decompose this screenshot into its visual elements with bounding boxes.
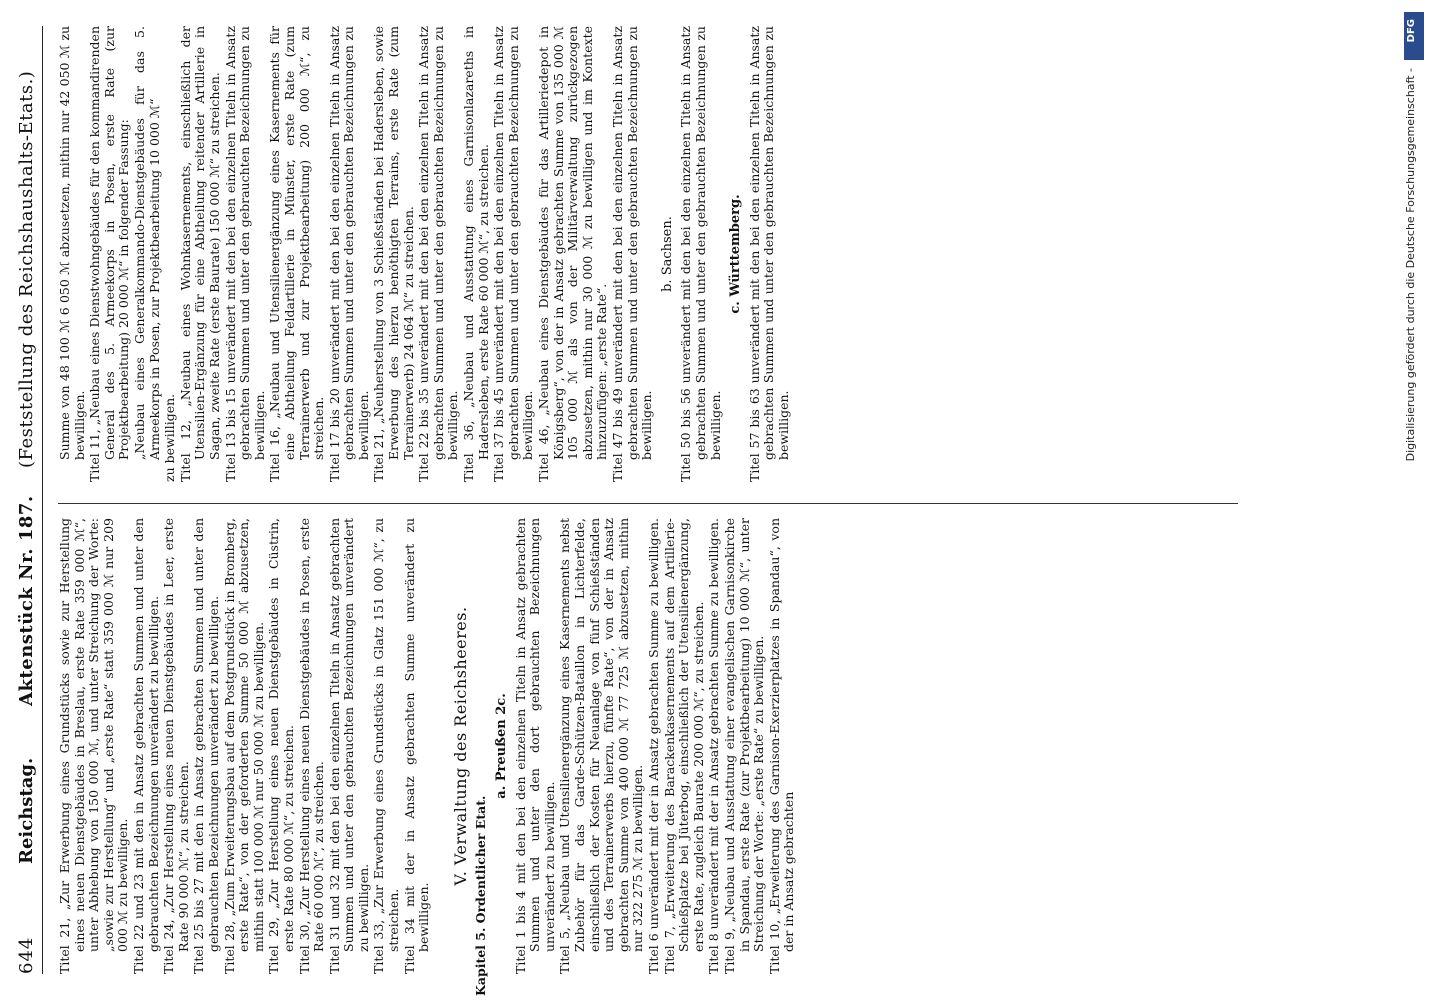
paragraph: Titel 8 unverändert mit der in Ansatz gebrachten Summe zu bewilligen. [706,518,722,974]
subsection-heading [495,518,510,974]
paragraph: Titel 50 bis 56 unverändert mit den bei den einzelnen Titeln in Ansatz gebrachten Summen und unter den gebrauchten Bezeichnungen zu bewilligen. [678,26,723,482]
header-rule [42,26,43,974]
paragraph: Titel 24, „Zur Herstellung eines neuen Dienstgebäudes in Leer, erste Rate 90 000 ℳ“, zu streichen. [161,518,191,974]
header-right-title: (Feststellung des Reichshaushalts-Etats.) [16,70,37,468]
quoted-paragraph: „Neubau eines Generalkommando-Dienstgebäudes für das 5. Armeekorps in Posen, zur Projektbearbeitung 10 000 ℳ“ [131,26,162,460]
credit-text: Digitalisierung gefördert durch die Deutsche Forschungsgemeinschaft - [1404,68,1417,462]
digitization-credit [1400,6,1428,994]
subsection-heading: b. Sachsen. [659,216,675,292]
page-number: 644 [16,936,37,974]
paragraph: Titel 46, „Neubau eines Dienstgebäudes für das Artilleriedepot in Königsberg“, von der in Ansatz gebrachten Summe von 135 000 ℳ 105 000 ℳ als von der Militärverwaltung zurückgezogen abzusetzen, mithin nur 30 000 ℳ zu bewilligen und im Kontexte hinzuzufügen: „erste Rate“. [536,26,610,482]
right-column [58,26,793,482]
paragraph: Titel 13 bis 15 unverändert mit den bei den einzelnen Titeln in Ansatz gebrachten Summen und unter den gebrauchten Bezeichnungen zu bewilligen. [222,26,267,482]
subsection-heading-text: c. Württemberg. [728,194,744,314]
paragraph: zu bewilligen. [162,393,178,482]
paragraph: Titel 57 bis 63 unverändert mit den bei den einzelnen Titeln in Ansatz gebrachten Summen und unter den gebrauchten Bezeichnungen zu bewilligen. [746,26,791,482]
paragraph: Summe von 48 100 ℳ 6 050 ℳ abzusetzen, mithin nur 42 050 ℳ zu bewilligen. [57,26,87,460]
paragraph: Titel 22 und 23 mit den in Ansatz gebrachten Summen und unter den gebrauchten Bezeichnungen unverändert zu bewilligen. [130,518,161,974]
paragraph: Titel 17 bis 20 unverändert mit den bei den einzelnen Titeln in Ansatz gebrachten Summen und unter den gebrauchten Bezeichnungen zu bewilligen. [326,26,371,482]
paragraph: Titel 12, „Neubau eines Wohnkasernements, einschließlich der Utensilien-Ergänzung für eine Abtheilung reitender Artillerie in Sagan, zweite Rate (erste Baurate) 150 000 ℳ“ zu streichen. [177,26,222,482]
paragraph: Titel 36, „Neubau und Ausstattung eines Garnisonlazareths in Hadersleben, erste Rate 60 000 ℳ“, zu streichen. [461,26,491,482]
left-column [57,518,798,996]
paragraph: Titel 34 mit der in Ansatz gebrachten Summe unverändert zu bewilligen. [401,518,432,974]
paragraph: Titel 25 bis 27 mit den in Ansatz gebrachten Summen und unter den gebrauchten Bezeichnungen unverändert zu bewilligen. [191,518,221,974]
dfg-logo-text: DFG [1406,19,1417,43]
paragraph: Titel 28, „Zum Erweiterungsbau auf dem Postgrundstück in Bromberg, erste Rate“, von der geforderten Summe 50 000 ℳ abzusetzen, mithin statt 100 000 ℳ nur 50 000 ℳ zu bewilligen. [221,518,266,974]
dfg-logo [1404,12,1424,60]
paragraph: Titel 21, „Zur Erwerbung eines Grundstücks sowie zur Herstellung eines neuen Dienstgebäudes in Breslau, erste Rate 359 000 ℳ“, unter Abhebung von 150 000 ℳ, und unter Streichung der Worte: „sowie zur Herstellung“ und „erste Rate“ statt 359 000 ℳ nur 209 000 ℳ zu bewilligen. [57,518,131,974]
paragraph: Titel 29, „Zur Herstellung eines neuen Dienstgebäudes in Cüstrin, erste Rate 80 000 ℳ“, zu streichen. [266,518,296,974]
header-center-title: Aktenstück Nr. 187. [16,495,37,706]
paragraph: Titel 37 bis 45 unverändert mit den bei den einzelnen Titeln in Ansatz gebrachten Summen und unter den gebrauchten Bezeichnungen zu bewilligen. [491,26,536,482]
column-divider [58,503,1238,504]
paragraph: Titel 11, „Neubau eines Dienstwohngebäudes für den kommandirenden General des 5. Armeekorps in Posen, erste Rate (zur Projektbearbeitung) 20 000 ℳ“ in folgender Fassung: [87,26,132,482]
paragraph: Titel 47 bis 49 unverändert mit den bei den einzelnen Titeln in Ansatz gebrachten Summen und unter den gebrauchten Bezeichnungen zu bewilligen. [609,26,655,482]
chapter-heading: Kapitel 5. Ordentlicher Etat. [473,795,489,996]
section-heading: V. Verwaltung des Reichsheeres. [450,606,470,886]
paragraph: Titel 9, „Neubau und Ausstattung einer evangelischen Garnisonkirche in Spandau, erste Rate (zur Projektbearbeitung) 10 000 ℳ“, unter Streichung der Worte: „erste Rate“ zu bewilligen. [721,518,767,974]
paragraph: Titel 22 bis 35 unverändert mit den bei den einzelnen Titeln in Ansatz gebrachten Summen und unter den gebrauchten Bezeichnungen zu bewilligen. [416,26,461,482]
paragraph: Titel 1 bis 4 mit den bei den einzelnen Titeln in Ansatz gebrachten Summen und unter den dort gebrauchten Bezeichnungen unverändert zu bewilligen. [512,518,557,974]
paragraph: Titel 31 und 32 mit den bei den einzelnen Titeln in Ansatz gebrachten Summen und unter den gebrauchten Bezeichnungen unverändert zu bewilligen. [326,518,371,974]
paragraph: Titel 5, „Neubau und Utensilienergänzung eines Kasernements nebst Zubehör für das Garde-Schützen-Bataillon in Lichterfelde, einschließlich der Kosten für Neuanlage von fünf Schießständen und des Terrainerwerbs hierzu, fünfte Rate“, von der in Ansatz gebrachten Summe von 400 000 ℳ 77 725 ℳ abzusetzen, mithin nur 322 275 ℳ zu bewilligen. [557,518,646,974]
page-header [14,26,40,974]
paragraph: Titel 30, „Zur Herstellung eines neuen Dienstgebäudes in Posen, erste Rate 60 000 ℳ“, zu streichen. [296,518,327,974]
paragraph: Titel 21, „Neuherstellung von 3 Schießständen bei Hadersleben, sowie Erwerbung des hierzu benöthigten Terrains, erste Rate (zum Terrainerwerb) 24 064 ℳ“ zu streichen. [371,26,416,482]
header-left-title: Reichstag. [16,757,37,864]
paragraph: Titel 10, „Erweiterung des Garnison-Exerzierplatzes in Spandau“, von der in Ansatz gebrachten [766,518,797,974]
subsection-heading-text: a. Preußen 2c. [494,693,510,799]
paragraph: Titel 16, „Neubau und Utensilienergänzung eines Kasernements für eine Abtheilung Feldartillerie in Münster, erste Rate (zum Terrainerwerb und zur Projektbearbeitung) 200 000 ℳ“, zu streichen. [267,26,327,482]
paragraph: Titel 7, „Erweiterung des Barackenkasernements auf dem Artillerie-Schießplatze bei Jüterbog, einschließlich der Utensilienergänzung, erste Rate, zugleich Baurate 200 000 ℳ“, zu streichen. [661,518,706,974]
paragraph: Titel 6 unverändert mit der in Ansatz gebrachten Summe zu bewilligen. [645,518,661,974]
paragraph: Titel 33, „Zur Erwerbung eines Grundstücks in Glatz 151 000 ℳ“, zu streichen. [371,518,402,974]
subsection-heading [729,26,744,482]
